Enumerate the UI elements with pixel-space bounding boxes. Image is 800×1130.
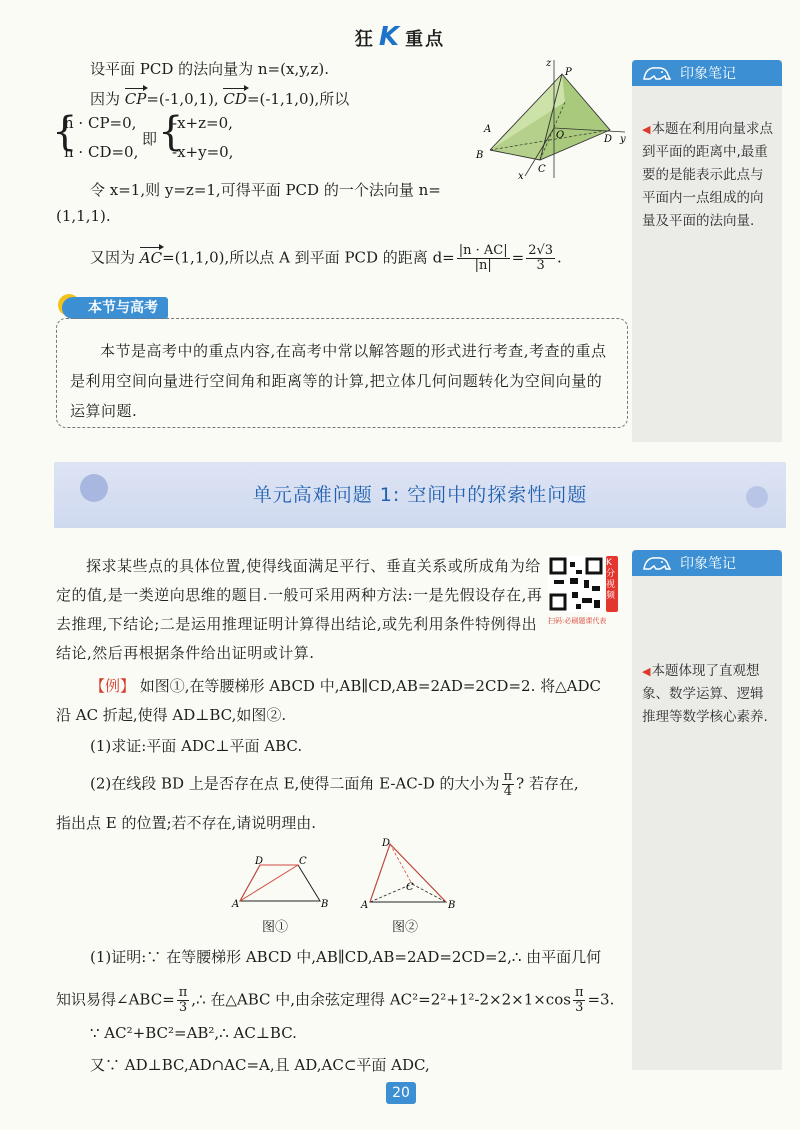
qr-label: K分视频 bbox=[606, 558, 616, 601]
pyr-label-b: B bbox=[476, 150, 484, 161]
example-question-2-cont: 指出点 E 的位置;若不存在,请说明理由. bbox=[56, 814, 317, 832]
page-number: 20 bbox=[386, 1082, 416, 1104]
banner-title: 单元高难问题 1: 空间中的探索性问题 bbox=[252, 484, 588, 506]
pyr-label-x: x bbox=[518, 171, 524, 180]
pyr-label-o: O bbox=[556, 130, 565, 141]
page-header bbox=[0, 22, 800, 52]
example-line-1: 【例】 如图①,在等腰梯形 ABCD 中,AB∥CD,AB=2AD=2CD=2. 将△ADC bbox=[90, 677, 601, 695]
solution-line-4: 令 x=1,则 y=z=1,可得平面 PCD 的一个法向量 n= bbox=[90, 181, 441, 199]
note-column-1 bbox=[632, 60, 782, 442]
solution-line-6: 又因为 AC=(1,1,0),所以点 A 到平面 PCD 的距离 d= $\frac{|n \cdot AC|}{|n|}$ = $\frac{2√3}{3}$ . bbox=[90, 243, 562, 273]
vector-cd: CD bbox=[223, 90, 247, 108]
proof-line-2: 知识易得∠ABC= $\frac{\pi}{3}$ ,∴ 在△ABC 中,由余弦定理得 AC²=2²+1²-2×2×1×cos $\frac{\pi}{3}$ =3. bbox=[56, 985, 615, 1015]
qr-caption: 扫码:必刷题课代表 bbox=[548, 617, 607, 625]
note-text-2: ◀本题体现了直观想象、数学运算、逻辑推理等数学核心素养. bbox=[642, 663, 768, 725]
proof-line-4: 又∵ AD⊥BC,AD∩AC=A,且 AD,AC⊂平面 ADC, bbox=[90, 1056, 430, 1074]
figure-1-trapezoid bbox=[230, 855, 330, 911]
distance-fraction: $\frac{|n \cdot AC|}{|n|}$ bbox=[458, 243, 508, 273]
fig1-label-a: A bbox=[232, 899, 240, 910]
figure-2-tetrahedron bbox=[360, 838, 460, 912]
pyr-label-a: A bbox=[484, 124, 492, 135]
example-question-2: (2)在线段 BD 上是否存在点 E,使得二面角 E-AC-D 的大小为 $\frac{\pi}{4}$ ? 若存在, bbox=[90, 769, 579, 799]
intro-paragraph: 探求某些点的具体位置,使得线面满足平行、垂直关系或所成角为给定的值,是一类逆向思维的题目.一般可采用两种方法:一是先假设存在,再去推理,下结论;二是运用推理证明计算得出结论,或先利用条件特例得出结论,然后再根据条件给出证明或计算. bbox=[56, 557, 543, 662]
solution-line-2: 因为 CP=(-1,0,1), CD=(-1,1,0),所以 bbox=[90, 90, 350, 108]
solution-line-1: 设平面 PCD 的法向量为 n=(x,y,z). bbox=[90, 60, 329, 78]
vector-cp: CP bbox=[124, 90, 147, 108]
pi-over-4: $\frac{\pi}{4}$ bbox=[503, 769, 513, 799]
elephant-icon bbox=[640, 63, 674, 83]
pyr-label-z: z bbox=[546, 58, 552, 69]
pi-over-3-b: $\frac{\pi}{3}$ bbox=[574, 985, 584, 1015]
figure-2-caption: 图② bbox=[392, 920, 419, 935]
system-eq-4: -x+y=0, bbox=[172, 143, 234, 161]
qr-code[interactable] bbox=[548, 556, 618, 628]
section-tag: 本节与高考 bbox=[62, 297, 168, 319]
proof-line-3: ∵ AC²+BC²=AB²,∴ AC⊥BC. bbox=[90, 1024, 297, 1042]
fig2-label-b: B bbox=[448, 900, 456, 911]
header-k-logo: K bbox=[378, 22, 402, 52]
pyr-label-y: y bbox=[620, 134, 626, 145]
example-line-2: 沿 AC 折起,使得 AD⊥BC,如图②. bbox=[56, 706, 287, 724]
section-text: 本节是高考中的重点内容,在高考中常以解答题的形式进行考查,考查的重点是利用空间向量进行空间角和距离等的计算,把立体几何问题转化为空间向量的运算问题. bbox=[70, 342, 607, 420]
note-column-2 bbox=[632, 550, 782, 1070]
pyramid-figure bbox=[470, 58, 630, 180]
example-tag: 【例】 bbox=[90, 677, 136, 695]
note-text-1: ◀本题在利用向量求点到平面的距离中,最重要的是能表示此点与平面内一点组成的向量及平面的法向量. bbox=[642, 121, 773, 229]
triangle-icon: ◀ bbox=[642, 123, 651, 136]
system-eq-1: n · CP=0, bbox=[64, 114, 137, 132]
fig1-label-b: B bbox=[321, 899, 329, 910]
pi-over-3-a: $\frac{\pi}{3}$ bbox=[178, 985, 188, 1015]
fig2-label-c: C bbox=[406, 882, 414, 893]
vector-ac: AC bbox=[139, 248, 163, 267]
note-header-1: 印象笔记 bbox=[632, 60, 782, 86]
system-brace-left: { bbox=[52, 109, 78, 155]
header-left: 狂 bbox=[354, 29, 375, 50]
example-question-1: (1)求证:平面 ADC⊥平面 ABC. bbox=[90, 737, 303, 755]
header-right: 重点 bbox=[405, 29, 446, 50]
pyr-label-d: D bbox=[604, 134, 613, 145]
note-header-2: 印象笔记 bbox=[632, 550, 782, 576]
system-brace-right: { bbox=[158, 109, 184, 155]
pyr-label-c: C bbox=[538, 164, 546, 175]
figure-1-caption: 图① bbox=[262, 920, 289, 935]
proof-line-1: (1)证明:∵ 在等腰梯形 ABCD 中,AB∥CD,AB=2AD=2CD=2,∴ 由平面几何 bbox=[90, 948, 602, 966]
fig2-label-a: A bbox=[361, 900, 369, 911]
system-ji: 即 bbox=[142, 130, 158, 148]
system-eq-3: -x+z=0, bbox=[172, 114, 233, 132]
system-eq-2: n · CD=0, bbox=[64, 143, 139, 161]
elephant-icon-2 bbox=[640, 553, 674, 573]
solution-line-5: (1,1,1). bbox=[56, 207, 111, 225]
fig1-label-c: C bbox=[299, 856, 307, 867]
result-fraction: $\frac{2√3}{3}$ bbox=[528, 243, 554, 273]
pyr-label-p: P bbox=[565, 67, 572, 78]
fig1-label-d: D bbox=[255, 856, 264, 867]
fig2-label-d: D bbox=[382, 838, 391, 849]
triangle-icon-2: ◀ bbox=[642, 665, 651, 678]
